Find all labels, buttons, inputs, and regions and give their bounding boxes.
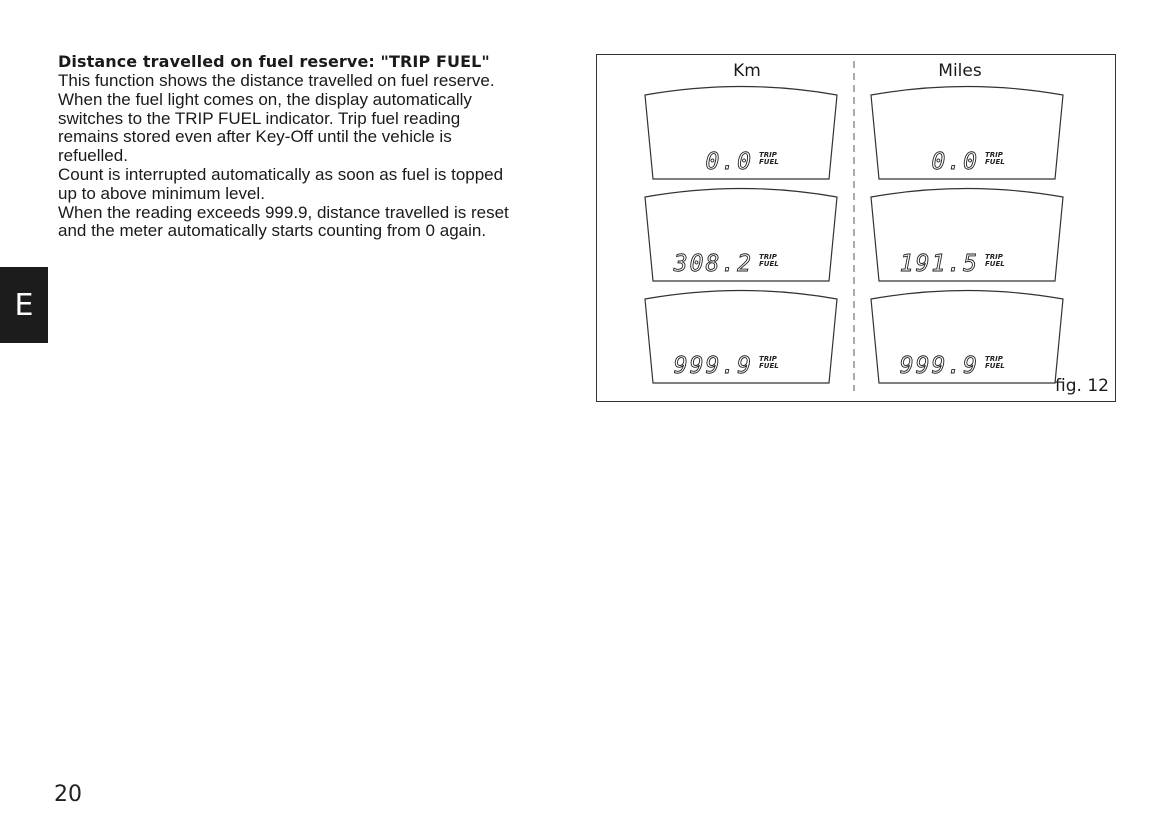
text-column bbox=[58, 50, 588, 241]
body-line: This function shows the distance travelled on fuel reserve. bbox=[58, 71, 495, 90]
fuel-indicator-label: FUEL bbox=[985, 260, 1005, 268]
figure-caption: fig. 12 bbox=[1055, 376, 1109, 396]
trip-indicator-label: TRIP bbox=[759, 151, 777, 159]
section-heading: Distance travelled on fuel reserve: "TRIP FUEL" bbox=[58, 52, 490, 71]
trip-indicator-label: TRIP bbox=[985, 253, 1003, 261]
body-line: up to above minimum level. bbox=[58, 183, 265, 203]
fuel-indicator-label: FUEL bbox=[985, 362, 1005, 370]
trip-fuel-reading: 308.2 bbox=[673, 251, 753, 277]
trip-fuel-reading: 999.9 bbox=[899, 353, 979, 379]
language-tab bbox=[0, 267, 48, 343]
fuel-indicator-label: FUEL bbox=[985, 158, 1005, 166]
trip-indicator-label: TRIP bbox=[985, 355, 1003, 363]
body-line: Count is interrupted automatically as soon as fuel is topped bbox=[58, 164, 504, 184]
trip-fuel-reading: 999.9 bbox=[673, 353, 753, 379]
page-number: 20 bbox=[54, 782, 82, 807]
body-line: When the reading exceeds 999.9, distance travelled is reset bbox=[58, 202, 509, 222]
body-line: remains stored even after Key-Off until the vehicle is bbox=[58, 127, 452, 147]
trip-fuel-figure bbox=[596, 54, 1116, 402]
body-line: and the meter automatically starts counting from 0 again. bbox=[58, 221, 487, 241]
fuel-indicator-label: FUEL bbox=[759, 158, 779, 166]
trip-fuel-reading: 0.0 bbox=[705, 149, 753, 175]
fuel-indicator-label: FUEL bbox=[759, 260, 779, 268]
body-line: refuelled. bbox=[58, 146, 128, 166]
trip-indicator-label: TRIP bbox=[759, 355, 777, 363]
display-illustration bbox=[597, 55, 1117, 403]
trip-indicator-label: TRIP bbox=[759, 253, 777, 261]
trip-indicator-label: TRIP bbox=[985, 151, 1003, 159]
trip-fuel-reading: 0.0 bbox=[931, 149, 979, 175]
body-line: When the fuel light comes on, the display automatically bbox=[58, 89, 472, 109]
language-tab-letter: E bbox=[14, 287, 34, 323]
column-heading-km: Km bbox=[733, 61, 761, 81]
fuel-indicator-label: FUEL bbox=[759, 362, 779, 370]
column-heading-miles: Miles bbox=[938, 61, 982, 81]
trip-fuel-reading: 191.5 bbox=[899, 251, 979, 277]
body-line: switches to the TRIP FUEL indicator. Trip fuel reading bbox=[58, 108, 461, 128]
